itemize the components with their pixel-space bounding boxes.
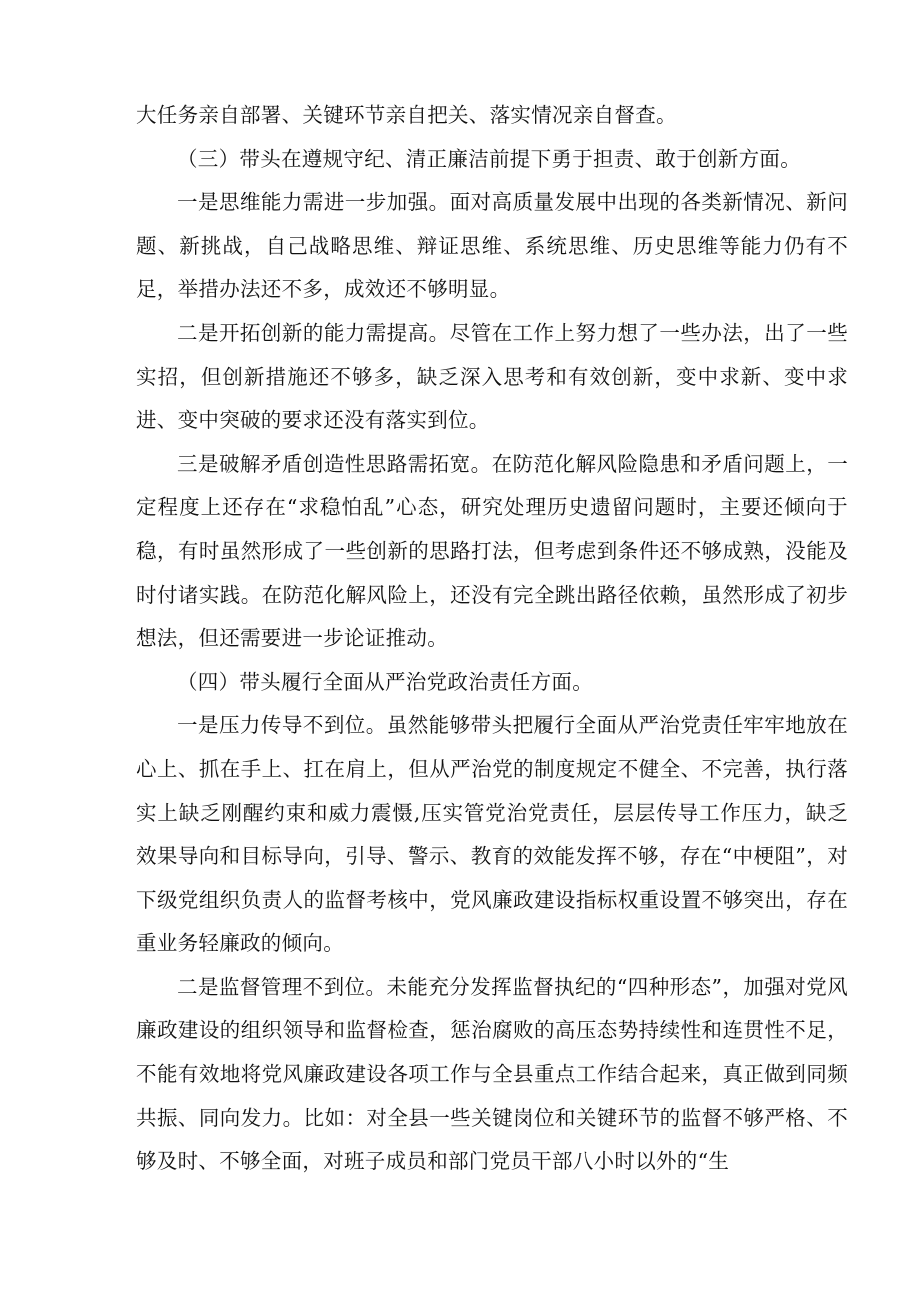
paragraph: 一是压力传导不到位。虽然能够带头把履行全面从严治党责任牢牢地放在心上、抓在手上、扛在肩上，但从严治党的制度规定不健全、不完善，执行落实上缺乏刚醒约束和威力震慑,压实管党治党责任，层层传导工作压力，缺乏效果导向和目标导向，引导、警示、教育的效能发挥不够，存在“中梗阻”，对下级党组织负责人的监督考核中，党风廉政建设指标权重设置不够突出，存在重业务轻廉政的倾向。 bbox=[136, 713, 848, 956]
section-heading-3: （三）带头在遵规守纪、清正廉洁前提下勇于担责、敢于创新方面。 bbox=[177, 146, 801, 171]
section-heading-4: （四）带头履行全面从严治党政治责任方面。 bbox=[177, 669, 593, 694]
paragraph: 二是监督管理不到位。未能充分发挥监督执纪的“四种形态”，加强对党风廉政建设的组织领导和监督检查，惩治腐败的高压态势持续性和连贯性不足，不能有效地将党风廉政建设各项工作与全县重点工作结合起来，真正做到同频共振、同向发力。比如：对全县一些关键岗位和关键环节的监督不够严格、不够及时、不够全面，对班子成员和部门党员干部八小时以外的“生 bbox=[136, 974, 848, 1174]
paragraph: 三是破解矛盾创造性思路需拓宽。在防范化解风险隐患和矛盾问题上，一定程度上还存在“求稳怕乱”心态，研究处理历史遗留问题时，主要还倾向于稳，有时虽然形成了一些创新的思路打法，但考虑到条件还不够成熟，没能及时付诸实践。在防范化解风险上，还没有完全跳出路径依赖，虽然形成了初步想法，但还需要进一步论证推动。 bbox=[136, 451, 848, 651]
paragraph: 二是开拓创新的能力需提高。尽管在工作上努力想了一些办法，出了一些实招，但创新措施还不够多，缺乏深入思考和有效创新，变中求新、变中求进、变中突破的要求还没有落实到位。 bbox=[136, 320, 848, 433]
paragraph: 一是思维能力需进一步加强。面对高质量发展中出现的各类新情况、新问题、新挑战，自己战略思维、辩证思维、系统思维、历史思维等能力仍有不足，举措办法还不多，成效还不够明显。 bbox=[136, 190, 848, 302]
document-body bbox=[136, 94, 848, 1184]
paragraph-continuation: 大任务亲自部署、关键环节亲自把关、落实情况亲自督查。 bbox=[136, 103, 677, 127]
